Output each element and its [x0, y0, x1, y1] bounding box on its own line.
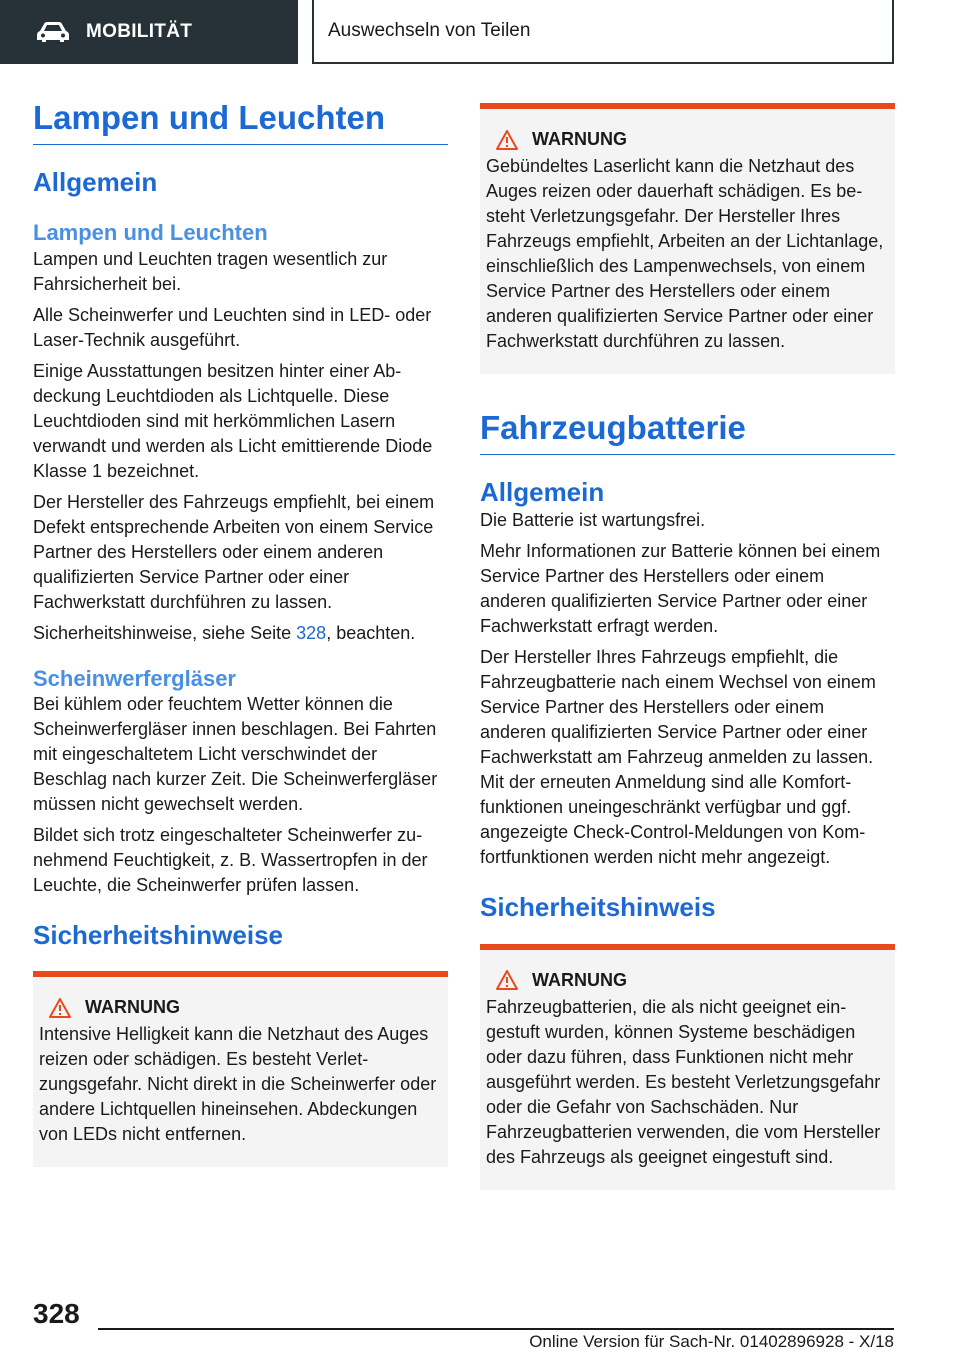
warning-box: [480, 944, 895, 1190]
paragraph: Einige Ausstattungen besitzen hinter einer Abdeckung Leuchtdioden als Lichtquelle. Diese Leuchtdioden sind mit herkömmlichen Lasern verwandt und werden als Licht emittierende Diode Klasse 1 bezeichnet.: [33, 360, 433, 481]
footer-divider: [98, 1328, 894, 1330]
subheading-scheinwerferglaeser: Scheinwerfergläser: [33, 665, 236, 691]
heading-allgemein: Allgemein: [480, 477, 605, 508]
warning-title: [496, 970, 889, 991]
heading-sicherheitshinweis: Sicherheitshinweis: [480, 892, 716, 923]
right-column: [480, 103, 895, 1190]
warning-text: Intensive Helligkeit kann die Netzhaut des Auges reizen oder schädigen. Es besteht Verletzungsgefahr. Nicht direkt in die Scheinwerfer oder andere Lichtquellen hineinsehen. Abdeckungen von LEDs nicht entfernen.: [39, 1024, 437, 1145]
paragraph: Alle Scheinwerfer und Leuchten sind in LED- oder Laser-Technik ausgeführt.: [33, 304, 432, 350]
section-title: MOBILITÄT: [86, 21, 193, 42]
heading-fahrzeugbatterie: Fahrzeugbatterie: [480, 410, 895, 455]
chapter-title: Auswechseln von Teilen: [328, 20, 531, 41]
heading-allgemein: Allgemein: [33, 167, 158, 198]
heading-sicherheitshinweise: Sicherheitshinweise: [33, 920, 283, 951]
header-section-tab: [0, 0, 298, 64]
warning-text: Fahrzeugbatterien, die als nicht geeignet eingestuft wurden, können Systeme beschädigen oder dazu führen, dass Funktionen nicht mehr ausgeführt werden. Es besteht Verletzungsgefahr oder die Gefahr von Sachschäden. Nur Fahrzeugbatterien verwenden, die vom Hersteller des Fahrzeugs als geeignet eingestuft sind.: [486, 996, 881, 1167]
warning-triangle-icon: [496, 970, 518, 990]
paragraph: [33, 621, 448, 646]
page-link[interactable]: 328: [296, 622, 327, 643]
text: , beachten.: [326, 622, 416, 643]
paragraph: Lampen und Leuchten tragen wesentlich zur Fahrsicherheit bei.: [33, 248, 388, 294]
warning-label: WARNUNG: [532, 969, 627, 990]
warning-box: [33, 971, 448, 1167]
warning-label: WARNUNG: [532, 129, 627, 149]
warning-title: [49, 997, 442, 1018]
warning-text: Gebündeltes Laserlicht kann die Netzhaut des Auges reizen oder dauerhaft schädigen. Es besteht Verletzungsgefahr. Der Hersteller Ihres Fahrzeugs empfiehlt, Arbeiten an der Lichtanlage, einschließlich des Lampenwechsels, von einem Service Partner des Herstellers oder einem anderen qualifizierten Service Partner oder einer Fachwerkstatt durchführen zu lassen.: [486, 156, 884, 351]
header-chapter-tab: [312, 0, 894, 64]
warning-triangle-icon: [496, 130, 518, 150]
page-number: 328: [33, 1298, 80, 1329]
paragraph: Mehr Informationen zur Batterie können bei einem Service Partner des Herstellers oder einem anderen qualifizierten Service Partner oder einer Fachwerkstatt erfragt werden.: [480, 541, 881, 637]
warning-triangle-icon: [49, 998, 71, 1018]
warning-box: [480, 103, 895, 374]
paragraph: Der Hersteller des Fahrzeugs empfiehlt, bei einem Defekt entsprechende Arbeiten von einem Service Partner des Herstellers oder einem anderen qualifizierten Service Partner oder einer Fachwerkstatt durchführen zu lassen.: [33, 491, 435, 612]
text: Sicherheitshinweise, siehe Seite: [33, 622, 297, 643]
paragraph: Bildet sich trotz eingeschalteter Scheinwerfer zunehmend Feuchtigkeit, z. B. Wassertropfen in der Leuchte, die Scheinwerfer prüfen lassen.: [33, 825, 428, 896]
heading-lampen: Lampen und Leuchten: [33, 100, 448, 145]
warning-label: WARNUNG: [85, 997, 180, 1018]
paragraph: Die Batterie ist wartungsfrei.: [480, 510, 706, 531]
car-icon: [36, 21, 70, 43]
footer-text: Online Version für Sach-Nr. 01402896928 - X/18: [529, 1332, 894, 1351]
paragraph: Der Hersteller Ihres Fahrzeugs empfiehlt, die Fahrzeugbatterie nach einem Wechsel von einem Service Partner des Herstellers oder einem anderen qualifizierten Service Partner oder einer Fachwerkstatt am Fahrzeug anmelden zu lassen. Mit der erneuten Anmeldung sind alle Komfortfunktionen uneingeschränkt verfügbar und ggf. angezeigte Check-Control-Meldungen von Komfortfunktionen werden nicht mehr angezeigt.: [480, 647, 876, 868]
left-column: [33, 100, 448, 1167]
warning-title: [496, 129, 889, 150]
subheading-lampen: Lampen und Leuchten: [33, 220, 268, 246]
paragraph: Bei kühlem oder feuchtem Wetter können die Scheinwerfergläser innen beschlagen. Bei Fahrten mit eingeschaltetem Licht verschwindet der Beschlag nach kurzer Zeit. Die Scheinwerfergläser müssen nicht gewechselt werden.: [33, 694, 438, 815]
